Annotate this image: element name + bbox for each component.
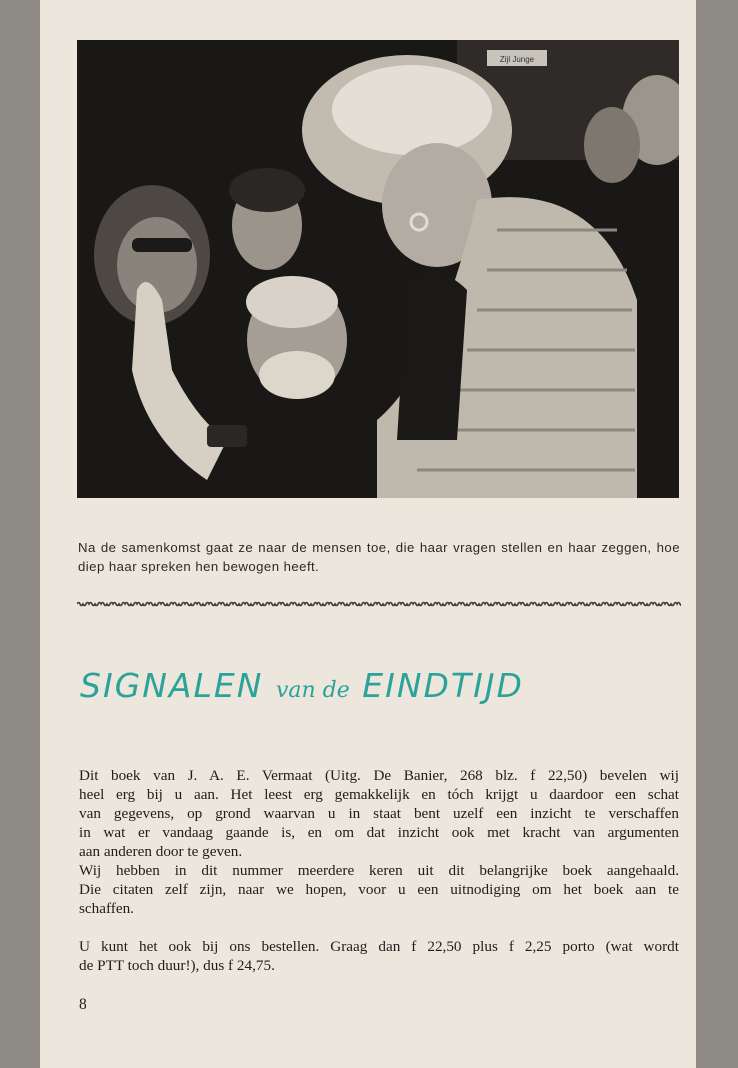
photo-sign-text: Zijl Junge (499, 55, 535, 64)
wavy-divider (77, 597, 681, 611)
section-heading (80, 663, 600, 709)
paragraph-2 (79, 861, 679, 899)
page-number: 8 (79, 996, 87, 1013)
heading-part2: van de (275, 678, 350, 703)
paragraph-gap (79, 918, 679, 937)
heading-part1: SIGNALEN (80, 666, 264, 705)
p3-line: U kunt het ook bij ons bestellen. Graag dan f 22,50 plus f 2,25 porto (wat wordt (79, 938, 679, 955)
p1-line: heel erg bij u aan. Het leest erg gemakkelijk en tóch krijgt u daardoor een schat (79, 786, 679, 803)
paragraph-3 (79, 937, 679, 956)
paragraph-3-end: de PTT toch duur!), dus f 24,75. (79, 957, 275, 974)
photo-caption: Na de samenkomst gaat ze naar de mensen toe, die haar vragen stellen en haar zeggen, hoe diep haar spreken hen bewogen heeft. (78, 540, 680, 574)
heading-part3: EINDTIJD (362, 666, 524, 705)
photo-crowd-icon (77, 40, 679, 498)
p1-line: Dit boek van J. A. E. Vermaat (Uitg. De Banier, 268 blz. f 22,50) bevelen wij (79, 767, 679, 784)
crowd-photo (77, 40, 679, 498)
p2-line: Wij hebben in dit nummer meerdere keren uit dit belangrijke boek aangehaald. (79, 862, 679, 879)
paragraph-1 (79, 766, 679, 842)
p2-line: Die citaten zelf zijn, naar we hopen, voor u een uitnodiging om het boek aan te (79, 881, 679, 898)
article-body (79, 766, 679, 975)
paragraph-1-end: aan anderen door te geven. (79, 843, 243, 860)
p1-line: in wat er vandaag gaande is, en om dat inzicht ook met kracht van argumenten (79, 824, 679, 841)
paragraph-2-end: schaffen. (79, 900, 134, 917)
p1-line: van gegevens, op grond waarvan u in staat bent uzelf een inzicht te verschaffen (79, 805, 679, 822)
